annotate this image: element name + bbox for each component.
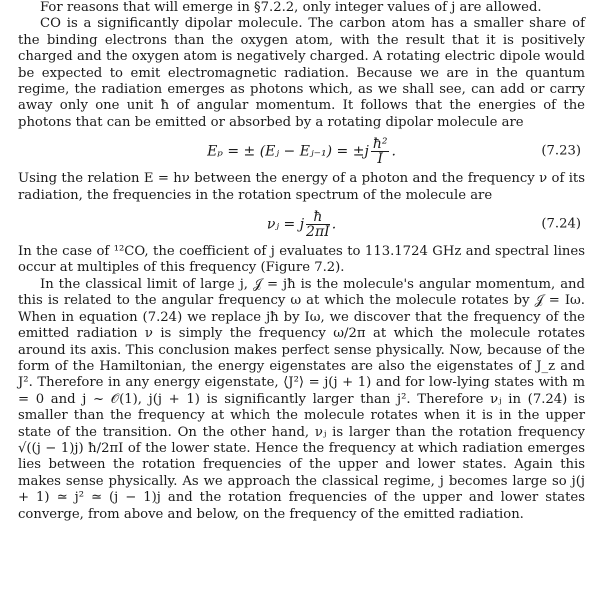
equation-7-23-lhs: Eₚ = ± (Eⱼ − Eⱼ₋₁) = ±j [207,143,369,160]
equation-7-24-tail: . [331,216,337,233]
equation-7-23-numerator: ħ² [372,135,388,152]
document-page [18,0,585,523]
equation-7-24-lhs: νⱼ = j [266,216,305,233]
paragraph-classical-limit: In the classical limit of large j, 𝒥 = jħ is the molecule's angular momentum, and this is related to the angular frequency ω at which the molecule rotates by 𝒥 = Iω. When in equation (7.24) we replace jħ by Iω, we discover that the frequency of the emitted radiation ν is simply the frequency ω/2π at which the molecule rotates around its axis. This conclusion makes perfect sense physically. Now, because of the form of the Hamiltonian, the energy eigenstates are also the eigenstates of J_z and J². Therefore in any energy eigenstate, ⟨J²⟩ = j(j + 1) and for low-lying states with m = 0 and j ~ 𝒪(1), j(j + 1) is significantly larger than j². Therefore νⱼ in (7.24) is smaller than the frequency at which the molecule rotates when it is in the upper state of the transition. On the other hand, νⱼ is larger than the rotation frequency √((j − 1)j) ħ/2πI of the lower state. Hence the frequency at which radiation emerges lies between the rotation frequencies of the upper and lower states. Again this makes sense physically. As we approach the classical regime, j becomes large so j(j + 1) ≃ j² ≃ (j − 1)j and the rotation frequencies of the upper and lower states converge, from above and below, on the frequency of the emitted radiation. [18,276,585,522]
equation-7-24 [18,204,585,244]
equation-7-24-denominator: 2πI [306,223,330,240]
paragraph-photon-relation: Using the relation E = hν between the energy of a photon and the frequency ν of its radiation, the frequencies in the rotation spectrum of the molecule are [18,171,585,203]
equation-number-7-23: (7.23) [541,143,581,159]
paragraph-co-dipolar: CO is a significantly dipolar molecule. The carbon atom has a smaller share of the binding electrons than the oxygen atom, with the result that it is positively charged and the oxygen atom is negatively charged. A rotating electric dipole would be expected to emit electromagnetic radiation. Because we are in the quantum regime, the radiation emerges as photons which, as we shall see, can add or carry away only one unit ħ of angular momentum. It follows that the energies of the photons that can be emitted or absorbed by a rotating dipolar molecule are [18,16,585,130]
equation-number-7-24: (7.24) [541,216,581,232]
paragraph-12co-coefficient: In the case of ¹²CO, the coefficient of j evaluates to 113.1724 GHz and spectral lines occur at multiples of this frequency (Figure 7.2). [18,244,585,276]
equation-7-24-numerator: ħ [306,210,330,225]
equation-7-23-denominator: I [377,150,383,167]
paragraph-integer-values: For reasons that will emerge in §7.2.2, only integer values of j are allowed. [40,0,542,15]
equation-7-23 [18,131,585,171]
equation-7-23-tail: . [391,143,396,160]
